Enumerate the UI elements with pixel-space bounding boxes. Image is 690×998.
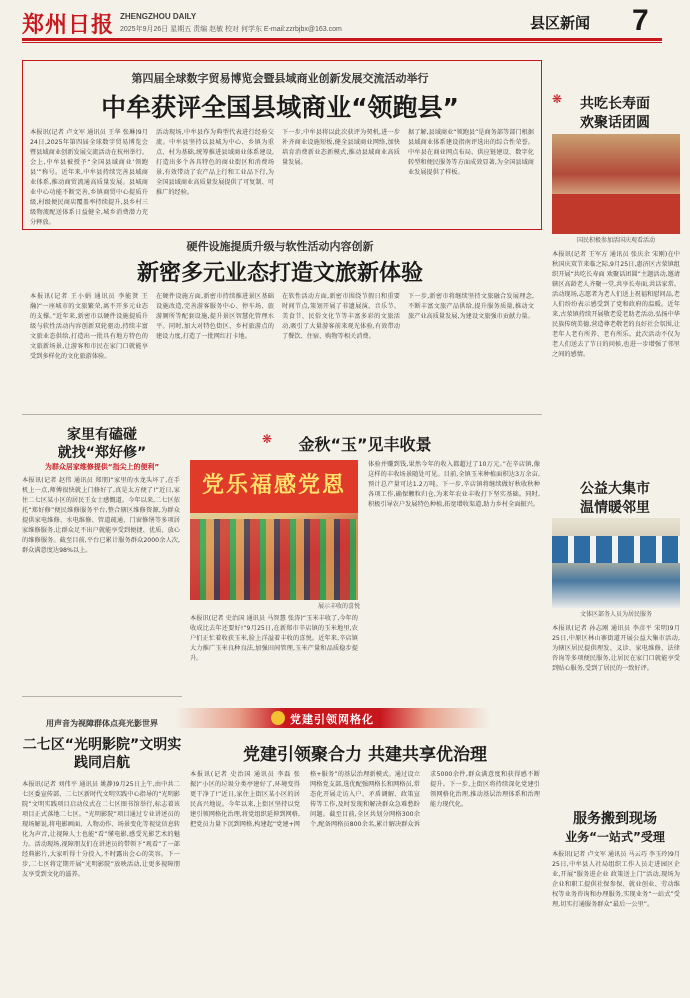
- culture-column-2: 在硬件设施方面,新密市持续推进景区基础设施改造,完善游客服务中心、停车场、旅游厕所等配套设施,提升景区智慧化管理水平。同时,加大对特色街区、乡村旅游点的建设力度,打造了一批网红打卡地。: [156, 293, 274, 340]
- sidebar-top-caption: 国民积极参加活国庆观看活动: [576, 237, 655, 244]
- sidebar-top-headline-2: 欢聚话团圆: [580, 115, 650, 131]
- culture-headline: 新密多元业态打造文旅新体验: [136, 261, 423, 286]
- party-emblem-icon: [271, 711, 285, 725]
- jade-ornament-icon: ❋: [262, 432, 273, 446]
- jade-photo: [190, 460, 358, 600]
- culture-column-4: 下一步,新密市将继续坚持文旅融合发展理念,不断丰富文旅产品供给,提升服务质量,推动文旅产业高质量发展,为建设文旅强市贡献力量。: [408, 293, 534, 320]
- sidebar-mid-photo: [552, 518, 680, 608]
- lead-headline: 中牟获评全国县域商业“领跑县”: [101, 93, 459, 122]
- page-number: 7: [632, 4, 649, 37]
- lead-column-3: 下一步,中牟县将以此次获评为契机,进一步补齐商业设施短板,健全县域商业网络,加快培育消费新业态新模式,推动县域商业高质量发展。: [282, 129, 400, 166]
- party-text: 本报讯(记者 史治国 通讯员 李磊 张振)“小区的垃圾分类亭建好了,环境变得更干净了!”近日,家住上街区某小区的居民高兴地说。今年以来,上街区坚持以党建引领网格化治理,将党组织延伸到网格,把党员力量下沉到网格,构建起“党建+网格+服务”的基层治理新模式。通过设立网格党支部,选优配强网格长和网格员,常态化开展走访入户、矛盾调解、政策宣传等工作,及时发现和解决群众急难愁盼问题。截至目前,全区共划分网格300余个,配备网格员800余名,累计解决群众诉求5000余件,群众满意度和获得感不断提升。下一步,上街区将持续深化党建引领网格化治理,推动基层治理体系和治理能力现代化。: [190, 771, 540, 828]
- sidebar-ornament-icon: ❋: [552, 92, 563, 106]
- sidebar-top-photo: [552, 134, 680, 234]
- jade-text-left: 本报讯(记者 史治国 通讯员 马智慧 张涛)“玉米丰收了,今年的收成比去年还要好!”9月25日,在新郑市辛店镇的玉米地里,农户们正忙着收获玉米,脸上洋溢着丰收的喜悦。近年来,辛店镇大力推广玉米良种良法,加强田间管理,玉米产量和品质稳步提升。: [190, 615, 358, 662]
- sidebar-top-text: 本报讯(记者 王军方 通讯员 张庆余 宋刚)在中秋国庆双节来临之际,9月25日,惠济区古荥镇组织开展“共吃长寿面 欢聚话团圆”主题活动,邀请辖区高龄老人齐聚一堂,共享长寿面,共话家常。活动现场,志愿者为老人们送上祝福和慰问品,老人们纷纷表示感受到了党和政府的温暖。近年来,古荥镇持续开展敬老爱老助老活动,弘扬中华民族传统美德,营造尊老敬老的良好社会氛围,让老年人老有所养、老有所乐。此次活动不仅为老人们送去了节日的问候,也进一步增强了邻里之间的感情。: [552, 251, 680, 358]
- masthead-rule: [22, 38, 662, 41]
- sidebar-bottom-headline-1: 服务搬到现场: [573, 811, 657, 827]
- masthead-rule-thin: [22, 42, 662, 43]
- cinema-text: 本报讯(记者 刘伟平 通讯员 姚静)9月25日上午,由中共二七区委宣传部、二七区新时代文明实践中心指导的“光明影院”文明实践项目启动仪式在二七区图书馆举行,标志着该项目正式落地二七区。“光明影院”项目通过专业讲述员的现场解说,将电影画面、人物动作、场景变化等视觉信息转化为声音,让视障人士也能“看”懂电影,感受光影艺术的魅力。活动现场,视障朋友们在讲述员的带领下“观看”了一部经典影片,大家听得十分投入,不时露出会心的笑容。下一步,二七区将定期开展“光明影院”放映活动,让更多视障朋友享受到文化的滋养。: [22, 781, 180, 878]
- jade-photo-caption: 展示丰收的喜悦: [317, 603, 360, 610]
- culture-bottom-rule: [22, 414, 542, 415]
- cinema-kicker: 用声音为视障群体点亮光影世界: [46, 719, 158, 728]
- newspaper-english-name: ZHENGZHOU DAILY: [120, 12, 197, 21]
- newspaper-logo: 郑州日报: [22, 12, 115, 38]
- sidebar-bottom-text: 本报讯(记者 卢文军 通讯员 马云巧 李玉玲)9月25日,中牟县人社局组织工作人员走进园区企业,开展“服务进企业 政策送上门”活动,现场为企业和职工提供社保参保、就业创业、劳动维权等业务咨询和办理服务,实现业务“一站式”受理,切实打通服务群众“最后一公里”。: [552, 851, 680, 908]
- lead-kicker: 第四届全球数字贸易博览会暨县域商业创新发展交流活动举行: [131, 72, 429, 85]
- lead-column-4: 据了解,县域商业“领跑县”是商务部等部门根据县域商业体系建设指南评选出的综合性荣誉。中牟县在商业网点布局、供应链建设、数字化转型和便民服务等方面成效显著,为全国县域商业发展提供了样板。: [408, 129, 534, 176]
- home-headline-1: 家里有磕碰: [67, 427, 137, 443]
- home-headline-2: 就找“郑好修”: [57, 445, 147, 461]
- dateline: 2025年9月26日 星期五 责编 赵敏 校对 何学东 E-mail:zzrbjbx@163.com: [120, 26, 342, 33]
- party-banner-text: 党建引领网格化: [290, 713, 374, 726]
- sidebar-mid-text: 本报讯(记者 孙志刚 通讯员 李彦平 宋明)9月25日,中原区林山寨街道开展公益大集市活动,为辖区居民提供理发、义诊、家电维修、法律咨询等多项便民服务,让居民在家门口就能享受到贴心服务,受到了居民的一致好评。: [552, 625, 680, 672]
- masthead: [0, 0, 690, 62]
- home-text: 本报讯(记者 赵伟 通讯员 郑朋)“家里的水龙头坏了,在手机上一点,师傅很快就上门修好了,真是太方便了!”近日,家住二七区某小区的居民王女士感慨道。今年以来,二七区依托“郑好修”便民维修服务平台,整合辖区维修资源,为群众提供家电维修、水电维修、管道疏通、门窗修缮等多项居家维修服务,让群众足不出户就能享受到便捷、优质、放心的维修服务。截至目前,平台已累计服务群众2000余人次,群众满意度达98%以上。: [22, 477, 180, 554]
- cinema-headline: 二七区“光明影院”文明实践同启航: [22, 737, 182, 771]
- party-headline: 党建引领聚合力 共建共享优治理: [243, 745, 487, 765]
- home-subhead: 为群众居家维修提供“指尖上的便利”: [44, 463, 160, 471]
- jade-text-right: 体验并赚到钱,果然今年的收入都超过了10万元。”在辛店镇,像这样的丰收场景随处可见。目前,全镇玉米种植面积达3万余亩,预计总产量可达1.2万吨。下一步,辛店镇将继续做好秋收秋种各项工作,确保颗粒归仓,为来年农业丰收打下坚实基础。同时,积极引导农户发展特色种植,拓宽增收渠道,助力乡村全面振兴。: [368, 461, 540, 508]
- lead-column-1: 本报讯(记者 卢文军 通讯员 王华 张琳)9月24日,2025年第四届全球数字贸易博览会暨县域商业创新发展交流活动在杭州举行。会上,中牟县被授予“全国县域商业‘领跑县’”称号。近年来,中牟县持续完善县域商业体系,推动商贸流通高质量发展。县城商业中心功能不断完善,乡镇商贸中心提质升级,村级便民商店覆盖率持续提升,县乡村三级物流配送体系日益健全,城乡消费潜力充分释放。: [30, 129, 148, 226]
- sidebar-mid-headline-1: 公益大集市: [580, 481, 650, 497]
- sidebar-mid-headline-2: 温情暖邻里: [580, 500, 650, 516]
- culture-column-3: 在软性活动方面,新密市围绕节假日和重要时间节点,策划开展了非遗展演、音乐节、美食节、民俗文化节等丰富多彩的文旅活动,吸引了大量游客前来观光体验,有效带动了餐饮、住宿、购物等相关消费。: [282, 293, 400, 340]
- lead-column-2: 活动现场,中牟县作为典型代表进行经验交流。中牟县坚持以县城为中心、乡镇为重点、村为基础,统筹推进县域商业体系建设,打造出多个各具特色的商业街区和消费场景,有效带动了农产品上行和工业品下行,为全国县域商业高质量发展提供了可复制、可推广的经验。: [156, 129, 274, 196]
- jade-headline: 金秋“玉”见丰收景: [298, 435, 432, 454]
- jade-photo-banner-text: 党乐福感党恩: [202, 473, 347, 498]
- culture-kicker: 硬件设施提质升级与软性活动内容创新: [186, 240, 374, 253]
- culture-column-1: 本报讯(记者 王小娟 通讯员 李能贤 王瀚)“一座城市的文旅繁荣,离不开多元业态的支撑。”近年来,新密市以硬件设施提质升级与软性活动内容创新双轮驱动,持续丰富文旅业态供给,打造出一批具有地方特色的文旅新场景,让游客和市民在家门口就能享受到多样化的文化旅游体验。: [30, 293, 148, 360]
- sidebar-bottom-headline-2: 业务“一站式”受理: [565, 830, 665, 844]
- sidebar-top-headline-1: 共吃长寿面: [580, 96, 650, 112]
- section-name: 县区新闻: [530, 15, 591, 32]
- party-banner: [175, 708, 490, 728]
- sidebar-mid-caption: 文体区部务人员为居民服务: [579, 611, 652, 618]
- cinema-top-rule: [22, 696, 182, 697]
